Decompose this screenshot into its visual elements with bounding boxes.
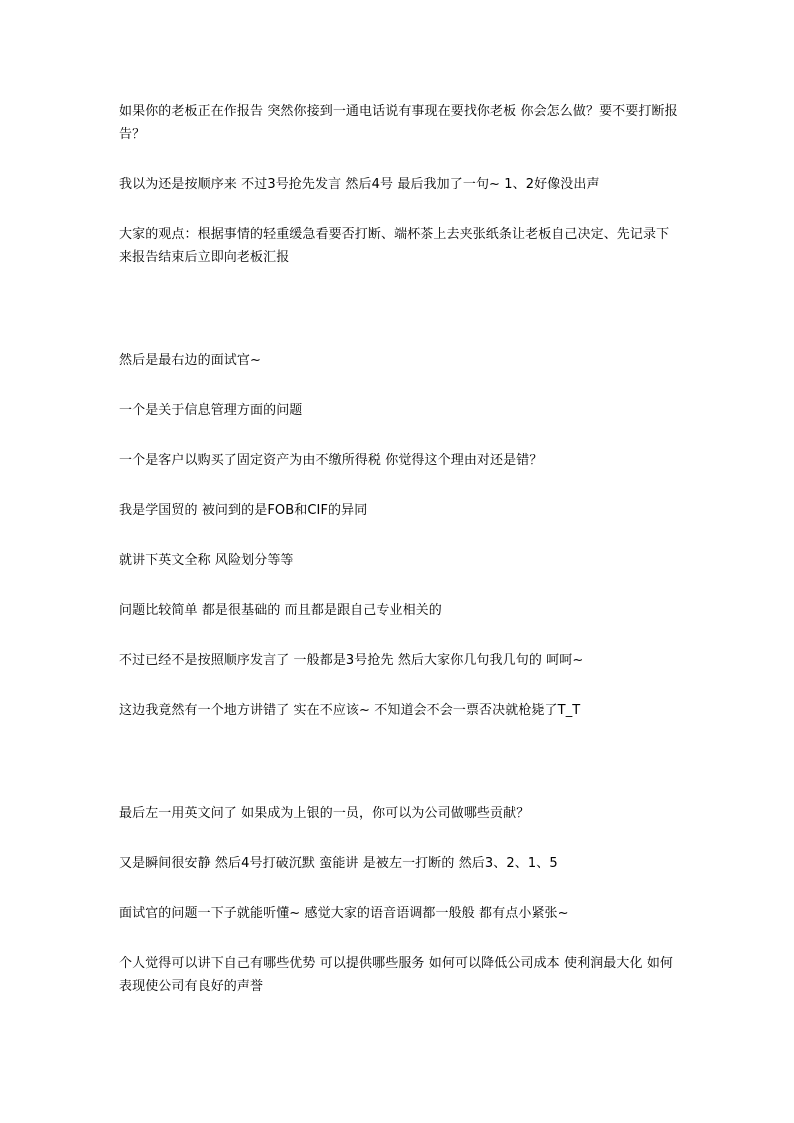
paragraph-personal-thoughts: 个人觉得可以讲下自己有哪些优势 可以提供哪些服务 如何可以降低公司成本 使利润最大化 如何表现使公司有良好的声誉	[119, 956, 674, 994]
paragraph-my-answer: 我以为还是按顺序来 不过3号抢先发言 然后4号 最后我加了一句~ 1、2好像没出声	[119, 177, 600, 192]
document-body	[119, 100, 679, 998]
paragraph-simple-questions: 问题比较简单 都是很基础的 而且都是跟自己专业相关的	[119, 603, 442, 618]
paragraph-silence: 又是瞬间很安静 然后4号打破沉默 蛮能讲 是被左一打断的 然后3、2、1、5	[119, 856, 558, 871]
paragraph-speaking-order: 不过已经不是按照顺序发言了 一般都是3号抢先 然后大家你几句我几句的 呵呵~	[119, 653, 584, 668]
paragraph-english-terms: 就讲下英文全称 风险划分等等	[119, 553, 294, 568]
paragraph-info-management: 一个是关于信息管理方面的问题	[119, 403, 303, 418]
paragraph-group-views: 大家的观点：根据事情的轻重缓急看要否打断、端杯茶上去夹张纸条让老板自己决定、先记录下来报告结束后立即向老板汇报	[119, 227, 670, 265]
paragraph-right-interviewer: 然后是最右边的面试官~	[119, 353, 261, 368]
paragraph-tax-question: 一个是客户以购买了固定资产为由不缴所得税 你觉得这个理由对还是错？	[119, 453, 543, 468]
paragraph-english-question: 最后左一用英文问了 如果成为上银的一员，你可以为公司做哪些贡献？	[119, 806, 530, 821]
paragraph-mistake: 这边我竟然有一个地方讲错了 实在不应该~ 不知道会不会一票否决就枪毙了T_T	[119, 703, 581, 718]
paragraph-fob-cif: 我是学国贸的 被问到的是FOB和CIF的异同	[119, 503, 368, 518]
paragraph-impression: 面试官的问题一下子就能听懂~ 感觉大家的语音语调都一般般 都有点小紧张~	[119, 906, 569, 921]
paragraph-question: 如果你的老板正在作报告 突然你接到一通电话说有事现在要找你老板 你会怎么做？要不要打断报告？	[119, 104, 678, 142]
